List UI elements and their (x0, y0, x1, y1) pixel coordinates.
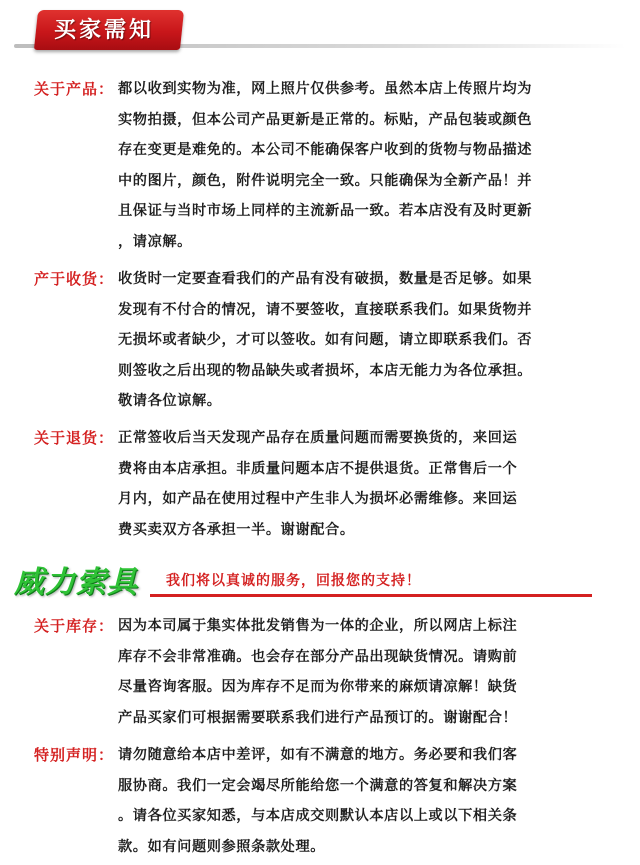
section-label: 特别声明： (34, 746, 115, 764)
body-line: 请勿随意给本店中差评，如有不满意的地方。务必要和我们客 (118, 747, 518, 763)
body-line: 月内，如产品在使用过程中产生非人为损坏必需维修。来回运 (118, 491, 518, 508)
slogan-underline (150, 594, 592, 597)
body-line: 因为本司属于集实体批发销售为一体的企业，所以网店上标注 (118, 618, 518, 634)
body-line: 费买卖双方各承担一半。谢谢配合。 (118, 521, 355, 538)
slogan-text: 我们将以真诚的服务，回报您的支持！ (166, 573, 421, 589)
body-line: ，请凉解。 (118, 233, 192, 250)
body-line: 服协商。我们一定会竭尽所能给您一个满意的答复和解决方案 (118, 777, 518, 794)
section-body (118, 611, 618, 733)
brand-logo: 威力索具 (14, 565, 138, 600)
body-line: 收货时一定要查看我们的产品有没有破损，数量是否足够。如果 (118, 271, 533, 287)
section-body (118, 264, 618, 417)
body-line: 发现有不付合的情况，请不要签收，直接联系我们。如果货物并 (118, 301, 533, 318)
section-label: 关于库存： (34, 617, 115, 635)
body-line: 无损坏或者缺少，才可以签收。如有问题，请立即联系我们。否 (118, 332, 533, 349)
page-title: 买家需知 (54, 17, 155, 43)
body-line: 产品买家们可根据需要联系我们进行产品预订的。谢谢配合！ (118, 709, 518, 726)
body-line: 尽量咨询客服。因为库存不足而为你带来的麻烦请凉解！缺货 (118, 679, 518, 696)
page-header (0, 0, 640, 60)
section-label: 产于收货： (34, 270, 115, 288)
body-line: 。请各位买家知悉，与本店成交则默认本店以上或以下相关条 (118, 808, 518, 825)
body-line: 正常签收后当天发现产品存在质量问题而需要换货的，来回运 (118, 430, 518, 446)
body-line: 款。如有问题则参照条款处理。 (118, 838, 326, 855)
body-line: 实物拍摄，但本公司产品更新是正常的。标贴，产品包装或颜色 (118, 111, 533, 128)
body-line: 都以收到实物为准，网上照片仅供参考。虽然本店上传照片均为 (118, 81, 533, 97)
slogan-banner (0, 560, 640, 608)
body-line: 库存不会非常准确。也会存在部分产品出现缺货情况。请购前 (118, 648, 518, 665)
section-label: 关于产品： (34, 80, 115, 98)
body-line: 且保证与当时市场上同样的主流新品一致。若本店没有及时更新 (118, 203, 533, 220)
section-label: 关于退货： (34, 429, 115, 447)
body-line: 则签收之后出现的物品缺失或者损坏，本店无能力为各位承担。 (118, 362, 533, 379)
section-body (118, 740, 618, 862)
body-line: 费将由本店承担。非质量问题本店不提供退货。正常售后一个 (118, 460, 518, 477)
body-line: 敬请各位谅解。 (118, 393, 222, 410)
body-line: 中的图片，颜色，附件说明完全一致。只能确保为全新产品！并 (118, 172, 533, 189)
section-body (118, 423, 618, 545)
section-body (118, 74, 618, 258)
body-line: 存在变更是难免的。本公司不能确保客户收到的货物与物品描述 (118, 142, 533, 159)
